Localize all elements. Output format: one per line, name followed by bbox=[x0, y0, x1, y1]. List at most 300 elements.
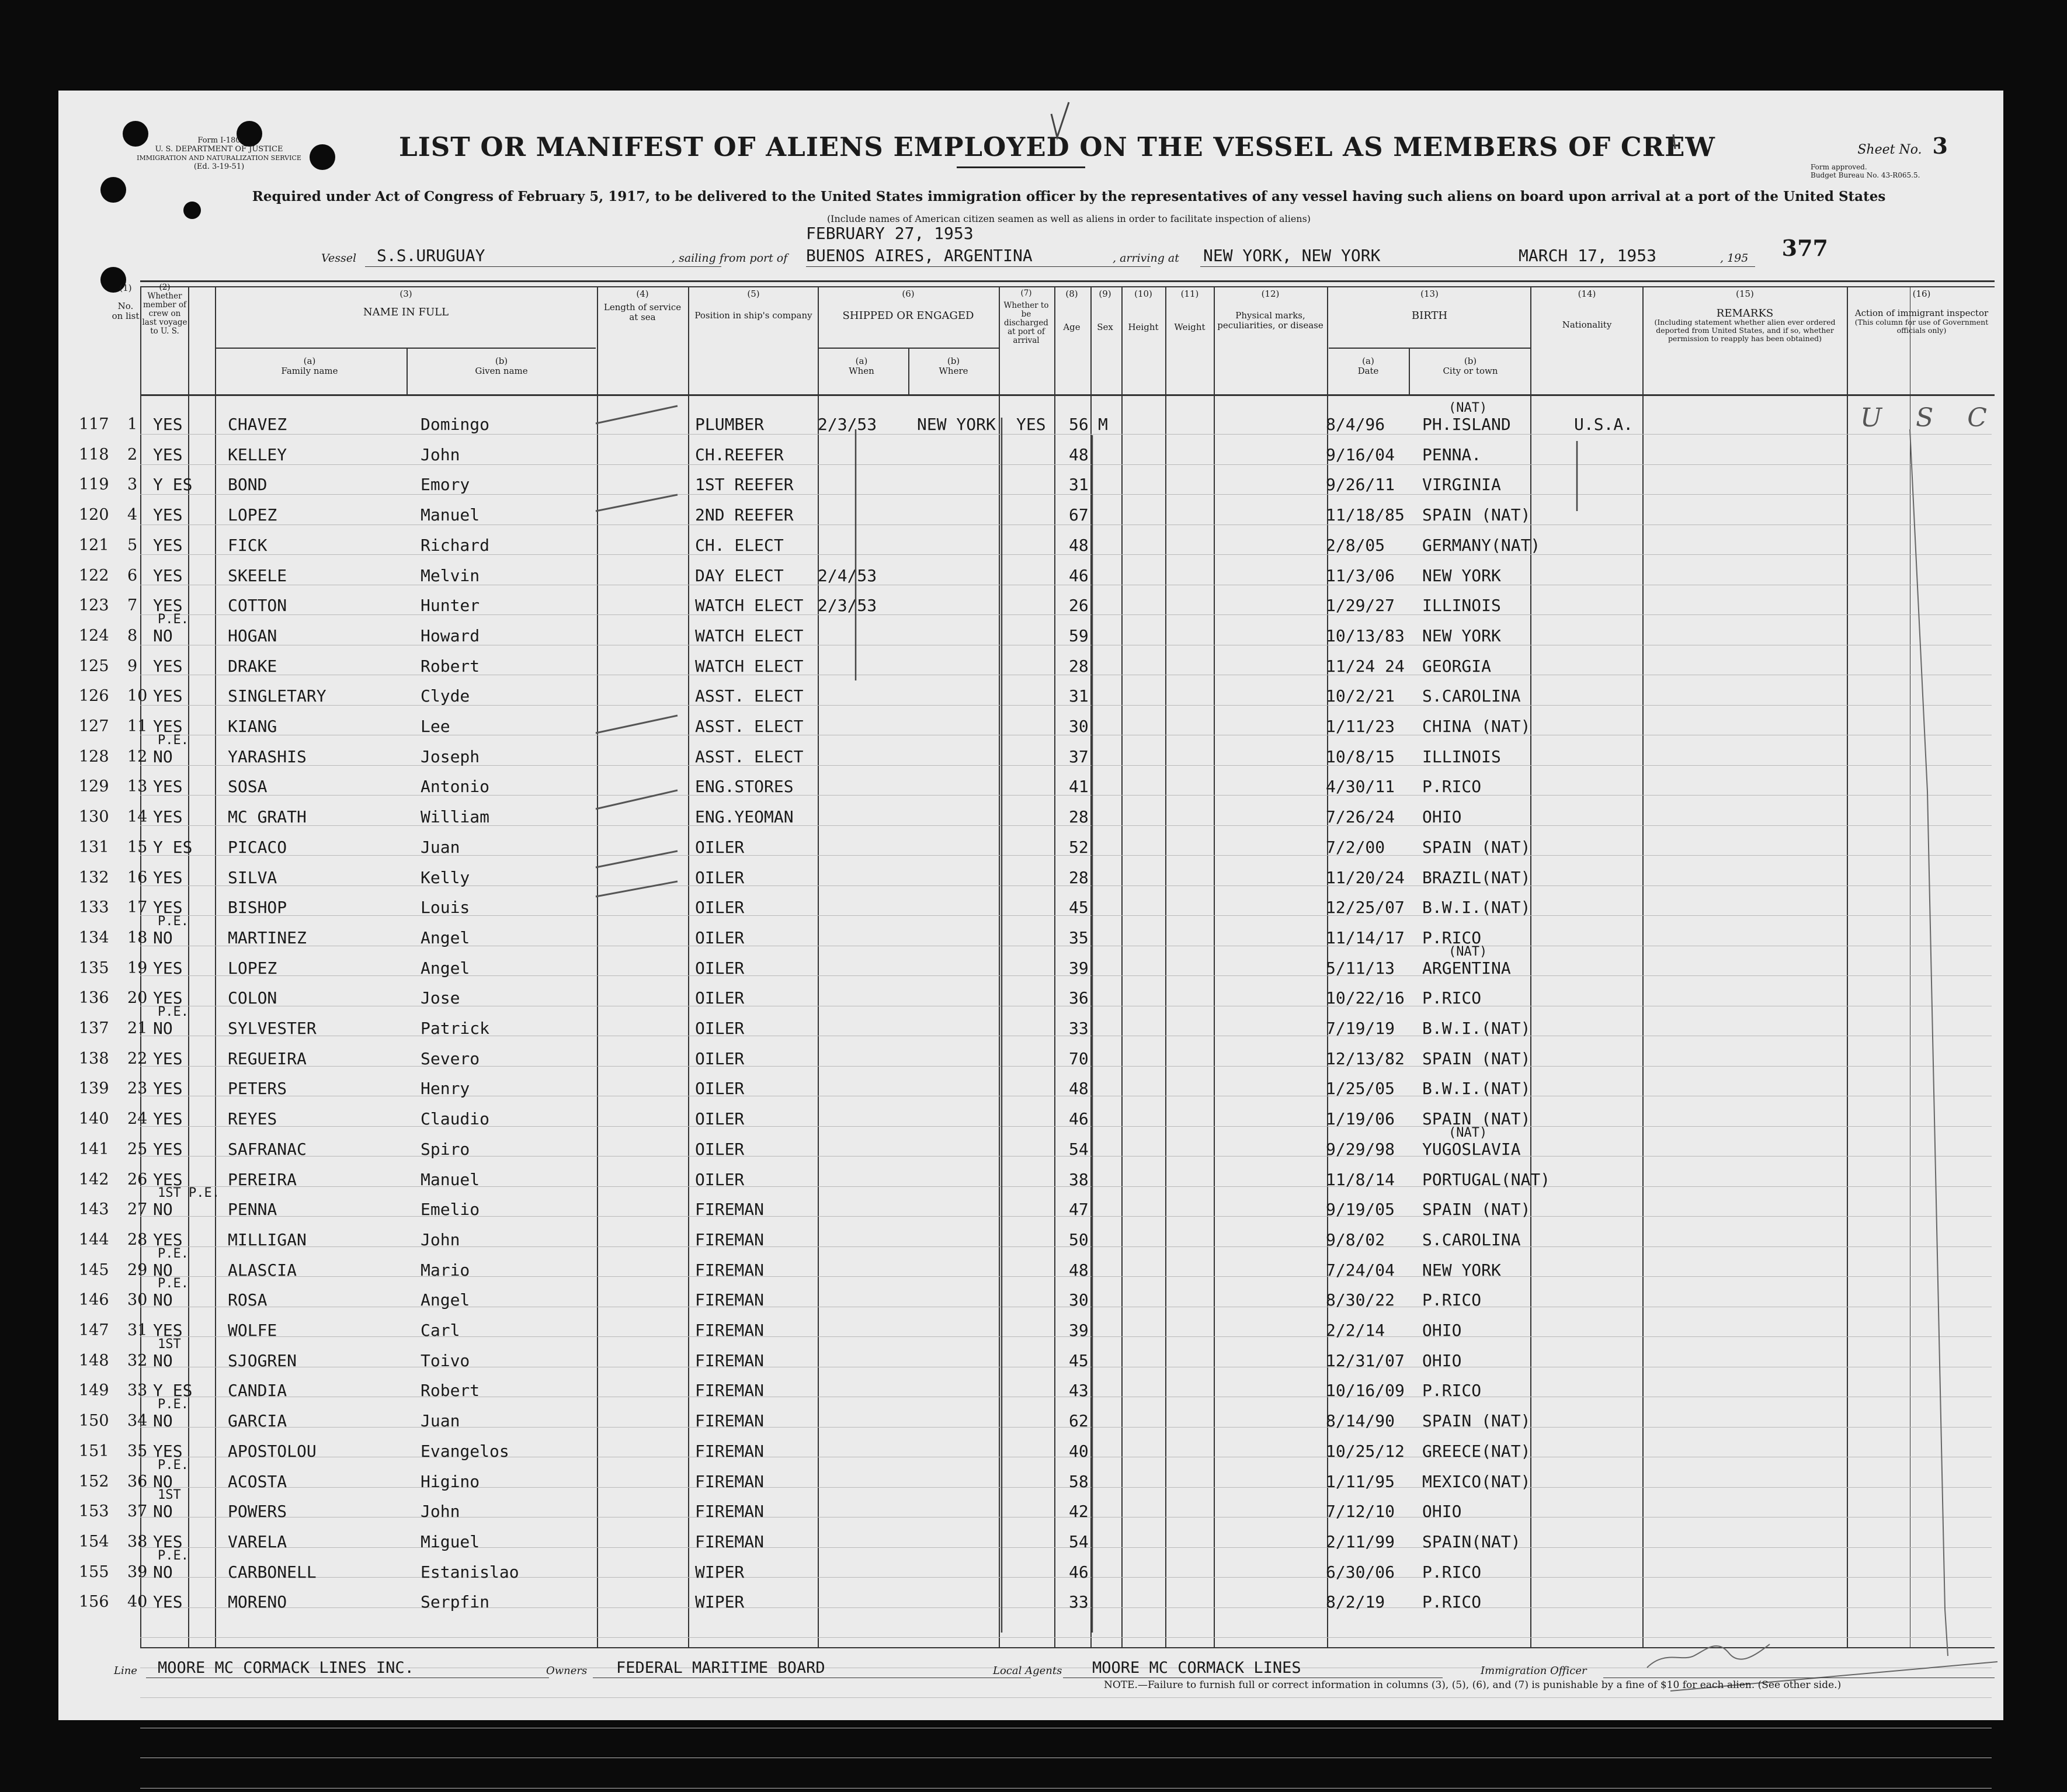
birth-date: 9/16/04 bbox=[1326, 444, 1395, 464]
list-number: 7 bbox=[127, 596, 138, 615]
manifest-sheet bbox=[58, 91, 2003, 1720]
col15-header: REMARKS bbox=[1716, 307, 1774, 319]
seq-number: 138 bbox=[79, 1049, 109, 1068]
family-name: GARCIA bbox=[228, 1411, 287, 1431]
table-row bbox=[58, 1457, 2003, 1496]
arriving-port: NEW YORK, NEW YORK bbox=[1203, 246, 1381, 265]
seq-number: 151 bbox=[79, 1442, 109, 1460]
age: 58 bbox=[1069, 1471, 1089, 1491]
col11-header: Weight bbox=[1174, 322, 1206, 332]
birth-date: 1/29/27 bbox=[1326, 596, 1395, 616]
col11-number: (11) bbox=[1180, 289, 1199, 299]
birth-city: S.CAROLINA bbox=[1422, 1230, 1521, 1249]
list-number: 28 bbox=[127, 1230, 148, 1249]
binder-hole bbox=[183, 202, 201, 219]
age: 48 bbox=[1069, 1079, 1089, 1099]
table-row bbox=[58, 470, 2003, 499]
line-value: MOORE MC CORMACK LINES INC. bbox=[158, 1659, 414, 1677]
position: FIREMAN bbox=[695, 1350, 765, 1370]
previous-voyage: YES bbox=[153, 1230, 183, 1249]
list-number: 31 bbox=[127, 1321, 148, 1339]
seq-number: 126 bbox=[79, 687, 109, 706]
seq-number: 144 bbox=[79, 1230, 109, 1249]
col13-number: (13) bbox=[1420, 289, 1439, 299]
col10-number: (10) bbox=[1134, 289, 1152, 299]
position: ENG.YEOMAN bbox=[695, 807, 794, 827]
act-statement: Required under Act of Congress of February 5, 1917, to be delivered to the United States immigration officer by the representatives of any vessel having such aliens on board upon arrival at a port of the United States bbox=[252, 189, 1886, 204]
position: OILER bbox=[695, 928, 745, 947]
birth-date: 8/4/96 bbox=[1326, 415, 1385, 434]
table-row bbox=[58, 1186, 2003, 1224]
binder-hole bbox=[310, 144, 335, 170]
list-number: 29 bbox=[127, 1260, 148, 1279]
age: 56 bbox=[1069, 415, 1089, 434]
given-name: Emory bbox=[421, 475, 470, 495]
table-row bbox=[58, 1336, 2003, 1376]
birth-city: PENNA. bbox=[1422, 444, 1482, 464]
position: FIREMAN bbox=[695, 1531, 765, 1551]
family-name: BOND bbox=[228, 475, 268, 495]
family-name: CARBONELL bbox=[228, 1562, 317, 1582]
given-name: Angel bbox=[421, 928, 470, 947]
given-name: Manuel bbox=[421, 1169, 480, 1189]
given-name: Kelly bbox=[421, 867, 470, 887]
birth-city: SPAIN (NAT) bbox=[1422, 1109, 1531, 1129]
age: 41 bbox=[1069, 777, 1089, 797]
given-name: Antonio bbox=[421, 777, 490, 797]
table-row bbox=[58, 1397, 2003, 1436]
age: 39 bbox=[1069, 958, 1089, 978]
list-number: 38 bbox=[127, 1532, 148, 1551]
table-row bbox=[58, 1246, 2003, 1285]
previous-voyage: YES bbox=[153, 1048, 183, 1068]
list-number: 4 bbox=[127, 506, 138, 525]
table-row bbox=[58, 401, 2003, 439]
birth-city-note: (NAT) bbox=[1448, 401, 1488, 415]
prior-engagement-note: P.E. bbox=[158, 1276, 189, 1291]
given-name: Claudio bbox=[421, 1109, 490, 1129]
birth-date: 10/8/15 bbox=[1326, 746, 1395, 766]
table-row bbox=[58, 712, 2003, 741]
list-number: 5 bbox=[127, 536, 138, 554]
birth-date: 8/2/19 bbox=[1326, 1592, 1385, 1612]
age: 43 bbox=[1069, 1381, 1089, 1401]
department: U. S. DEPARTMENT OF JUSTICE bbox=[155, 145, 283, 154]
seq-number: 141 bbox=[79, 1140, 109, 1158]
col3a-number: (a) bbox=[303, 356, 316, 366]
list-number: 36 bbox=[127, 1472, 148, 1491]
table-row bbox=[58, 914, 2003, 953]
col6a-number: (a) bbox=[855, 356, 868, 366]
previous-voyage: YES bbox=[153, 505, 183, 525]
table-row bbox=[58, 833, 2003, 862]
seq-number: 120 bbox=[79, 506, 109, 525]
seq-number: 124 bbox=[79, 626, 109, 645]
age: 48 bbox=[1069, 535, 1089, 555]
shipped-where: NEW YORK bbox=[917, 415, 996, 434]
owners-value: FEDERAL MARITIME BOARD bbox=[616, 1659, 825, 1677]
col6-number: (6) bbox=[902, 289, 915, 299]
family-name: REYES bbox=[228, 1109, 277, 1129]
approval-note bbox=[1811, 163, 1968, 179]
age: 28 bbox=[1069, 867, 1089, 887]
prior-engagement-note: P.E. bbox=[158, 914, 189, 929]
birth-date: 4/30/11 bbox=[1326, 777, 1395, 797]
include-note: (Include names of American citizen seamen as well as aliens in order to facilitate inspection of aliens) bbox=[826, 213, 1311, 224]
seq-number: 148 bbox=[79, 1351, 109, 1370]
age: 42 bbox=[1069, 1502, 1089, 1522]
penalty-note: NOTE.—Failure to furnish full or correct information in columns (3), (5), (6), and (7) is punishable by a fine of $10 for each alien. (See other side.) bbox=[1104, 1679, 1842, 1691]
age: 52 bbox=[1069, 837, 1089, 857]
position: PLUMBER bbox=[695, 415, 765, 434]
age: 33 bbox=[1069, 1592, 1089, 1612]
prior-engagement-note: 1ST bbox=[158, 1336, 181, 1352]
seq-number: 118 bbox=[79, 445, 109, 464]
birth-date: 1/11/23 bbox=[1326, 717, 1395, 736]
birth-date: 10/13/83 bbox=[1326, 626, 1405, 645]
col10-header: Height bbox=[1128, 322, 1159, 332]
age: 54 bbox=[1069, 1139, 1089, 1159]
list-number: 27 bbox=[127, 1200, 148, 1219]
previous-voyage: YES bbox=[153, 1079, 183, 1099]
previous-voyage: YES bbox=[153, 1109, 183, 1129]
arrival-date: MARCH 17, 1953 bbox=[1519, 246, 1657, 265]
age: 37 bbox=[1069, 746, 1089, 766]
position: OILER bbox=[695, 1139, 745, 1159]
age: 30 bbox=[1069, 1290, 1089, 1310]
age: 48 bbox=[1069, 444, 1089, 464]
prior-engagement-note: P.E. bbox=[158, 1548, 189, 1563]
table-row bbox=[58, 612, 2003, 651]
list-number: 3 bbox=[127, 475, 138, 494]
col13-header: BIRTH bbox=[1411, 310, 1448, 322]
birth-city: MEXICO(NAT) bbox=[1422, 1471, 1531, 1491]
birth-date: 1/19/06 bbox=[1326, 1109, 1395, 1129]
family-name: REGUEIRA bbox=[228, 1048, 307, 1068]
birth-city: VIRGINIA bbox=[1422, 475, 1501, 495]
age: 39 bbox=[1069, 1321, 1089, 1340]
family-name: ACOSTA bbox=[228, 1471, 287, 1491]
seq-number: 117 bbox=[79, 415, 109, 433]
birth-city: SPAIN (NAT) bbox=[1422, 505, 1531, 525]
grid-line bbox=[1329, 348, 1530, 349]
col4-number: (4) bbox=[636, 289, 649, 299]
list-number: 13 bbox=[127, 777, 148, 796]
birth-city: B.W.I.(NAT) bbox=[1422, 898, 1531, 918]
age: 48 bbox=[1069, 1260, 1089, 1280]
sheet-number bbox=[1857, 133, 1948, 159]
birth-date: 1/25/05 bbox=[1326, 1079, 1395, 1099]
table-row bbox=[58, 772, 2003, 801]
budget-text: Budget Bureau No. 43-R065.5. bbox=[1811, 171, 1920, 179]
shipped-when: 2/3/53 bbox=[818, 415, 877, 434]
family-name: MILLIGAN bbox=[228, 1230, 307, 1249]
given-name: Lee bbox=[421, 717, 450, 736]
age: 35 bbox=[1069, 928, 1089, 947]
form-id-block bbox=[128, 136, 310, 171]
previous-voyage: YES bbox=[153, 535, 183, 555]
family-name: ALASCIA bbox=[228, 1260, 297, 1280]
table-row bbox=[58, 1044, 2003, 1074]
position: WATCH ELECT bbox=[695, 626, 804, 645]
seq-number: 123 bbox=[79, 596, 109, 615]
col13b-header: City or town bbox=[1443, 366, 1498, 376]
position: ENG.STORES bbox=[695, 777, 794, 797]
position: OILER bbox=[695, 1019, 745, 1038]
year-suffix: , 195 bbox=[1720, 252, 1749, 265]
previous-voyage: YES bbox=[153, 1321, 183, 1340]
birth-city: GREECE(NAT) bbox=[1422, 1441, 1531, 1461]
list-number: 30 bbox=[127, 1291, 148, 1310]
agents-label: Local Agents bbox=[993, 1665, 1062, 1677]
birth-city: SPAIN (NAT) bbox=[1422, 1048, 1531, 1068]
approved-text: Form approved. bbox=[1811, 163, 1867, 171]
age: 38 bbox=[1069, 1169, 1089, 1189]
birth-date: 10/2/21 bbox=[1326, 686, 1395, 706]
birth-city: PORTUGAL(NAT) bbox=[1422, 1169, 1551, 1189]
given-name: Richard bbox=[421, 535, 490, 555]
table-row bbox=[58, 1437, 2003, 1466]
arriving-label: , arriving at bbox=[1113, 252, 1179, 265]
previous-voyage: Y ES bbox=[153, 837, 193, 857]
previous-voyage: YES bbox=[153, 867, 183, 887]
birth-city: P.RICO bbox=[1422, 1562, 1482, 1582]
previous-voyage: NO bbox=[153, 746, 173, 766]
family-name: APOSTOLOU bbox=[228, 1441, 317, 1461]
prior-engagement-note: P.E. bbox=[158, 1005, 189, 1019]
given-name: Mario bbox=[421, 1260, 470, 1280]
birth-date: 11/18/85 bbox=[1326, 505, 1405, 525]
family-name: YARASHIS bbox=[228, 746, 307, 766]
family-name: SYLVESTER bbox=[228, 1019, 317, 1038]
position: FIREMAN bbox=[695, 1290, 765, 1310]
seq-number: 149 bbox=[79, 1381, 109, 1400]
vessel-name: S.S.URUGUAY bbox=[377, 246, 485, 265]
birth-city: SPAIN (NAT) bbox=[1422, 1411, 1531, 1431]
given-name: Angel bbox=[421, 1290, 470, 1310]
usc-mark: U S C bbox=[1860, 403, 2000, 433]
birth-date: 8/30/22 bbox=[1326, 1290, 1395, 1310]
birth-date: 11/24 24 bbox=[1326, 656, 1405, 676]
position: 1ST REEFER bbox=[695, 475, 794, 495]
list-number: 16 bbox=[127, 868, 148, 887]
birth-date: 5/11/13 bbox=[1326, 958, 1395, 978]
seq-number: 132 bbox=[79, 868, 109, 887]
age: 26 bbox=[1069, 596, 1089, 616]
list-number: 24 bbox=[127, 1110, 148, 1128]
position: ASST. ELECT bbox=[695, 717, 804, 736]
previous-voyage: NO bbox=[153, 1350, 173, 1370]
sex: M bbox=[1098, 415, 1108, 434]
seq-number: 130 bbox=[79, 808, 109, 826]
col4-header: Length of service at sea bbox=[603, 302, 682, 322]
col16-header: Action of immigrant inspector bbox=[1854, 308, 1989, 318]
seq-number: 155 bbox=[79, 1562, 109, 1581]
birth-city: B.W.I.(NAT) bbox=[1422, 1019, 1531, 1038]
given-name: Toivo bbox=[421, 1350, 470, 1370]
birth-city-note: (NAT) bbox=[1448, 944, 1488, 959]
col15-number: (15) bbox=[1736, 289, 1754, 299]
col16-number: (16) bbox=[1912, 289, 1931, 299]
list-number: 20 bbox=[127, 989, 148, 1008]
sailing-date: FEBRUARY 27, 1953 bbox=[806, 224, 974, 243]
seq-number: 134 bbox=[79, 928, 109, 947]
given-name: Serpfin bbox=[421, 1592, 490, 1612]
position: FIREMAN bbox=[695, 1441, 765, 1461]
col3b-header: Given name bbox=[475, 366, 528, 376]
table-row bbox=[58, 1527, 2003, 1557]
shipped-when: 2/3/53 bbox=[818, 596, 877, 616]
table-row bbox=[58, 652, 2003, 681]
list-number: 26 bbox=[127, 1170, 148, 1189]
family-name: SOSA bbox=[228, 777, 268, 797]
age: 45 bbox=[1069, 1350, 1089, 1370]
family-name: PETERS bbox=[228, 1079, 287, 1099]
position: WATCH ELECT bbox=[695, 656, 804, 676]
col6-header: SHIPPED OR ENGAGED bbox=[842, 310, 974, 322]
table-row bbox=[58, 561, 2003, 591]
list-number: 10 bbox=[127, 687, 148, 706]
grid-line bbox=[140, 280, 1995, 282]
table-row bbox=[58, 531, 2003, 560]
birth-city: B.W.I.(NAT) bbox=[1422, 1079, 1531, 1099]
table-row bbox=[58, 1225, 2003, 1255]
birth-date: 7/24/04 bbox=[1326, 1260, 1395, 1280]
list-number: 22 bbox=[127, 1049, 148, 1068]
previous-voyage: NO bbox=[153, 928, 173, 947]
family-name: ROSA bbox=[228, 1290, 268, 1310]
grid-line bbox=[216, 348, 596, 349]
list-number: 39 bbox=[127, 1562, 148, 1581]
prior-engagement-note: P.E. bbox=[158, 1457, 189, 1473]
col2-header: Whether member of crew on last voyage to U. S. bbox=[142, 291, 187, 336]
binder-hole bbox=[100, 177, 126, 203]
family-name: BISHOP bbox=[228, 898, 287, 918]
prior-engagement-note: P.E. bbox=[158, 1397, 189, 1412]
seq-number: 139 bbox=[79, 1079, 109, 1098]
list-number: 32 bbox=[127, 1351, 148, 1370]
birth-city: P.RICO bbox=[1422, 1592, 1482, 1612]
birth-city: ARGENTINA bbox=[1422, 958, 1511, 978]
position: ASST. ELECT bbox=[695, 746, 804, 766]
age: 46 bbox=[1069, 1109, 1089, 1129]
shipped-when: 2/4/53 bbox=[818, 565, 877, 585]
family-name: SINGLETARY bbox=[228, 686, 326, 706]
birth-date: 10/16/09 bbox=[1326, 1381, 1405, 1401]
seq-number: 153 bbox=[79, 1502, 109, 1521]
given-name: Estanislao bbox=[421, 1562, 519, 1582]
seq-number: 154 bbox=[79, 1532, 109, 1551]
given-name: Angel bbox=[421, 958, 470, 978]
family-name: KIANG bbox=[228, 717, 277, 736]
position: CH. ELECT bbox=[695, 535, 784, 555]
birth-date: 7/12/10 bbox=[1326, 1502, 1395, 1522]
col12-number: (12) bbox=[1261, 289, 1280, 299]
birth-city: OHIO bbox=[1422, 807, 1462, 827]
prior-engagement-note: P.E. bbox=[158, 1246, 189, 1261]
previous-voyage: Y ES bbox=[153, 1381, 193, 1401]
birth-date: 7/2/00 bbox=[1326, 837, 1385, 857]
age: 31 bbox=[1069, 686, 1089, 706]
birth-date: 9/26/11 bbox=[1326, 475, 1395, 495]
col7-number: (7) bbox=[1020, 289, 1032, 298]
birth-date: 11/14/17 bbox=[1326, 928, 1405, 947]
table-row bbox=[58, 1074, 2003, 1103]
family-name: PEREIRA bbox=[228, 1169, 297, 1189]
owners-label: Owners bbox=[546, 1665, 588, 1677]
position: OILER bbox=[695, 898, 745, 918]
previous-voyage: NO bbox=[153, 1502, 173, 1522]
age: 50 bbox=[1069, 1230, 1089, 1249]
position: FIREMAN bbox=[695, 1411, 765, 1431]
position: OILER bbox=[695, 1169, 745, 1189]
seq-number: 150 bbox=[79, 1412, 109, 1430]
previous-voyage: YES bbox=[153, 1531, 183, 1551]
position: FIREMAN bbox=[695, 1321, 765, 1340]
given-name: Spiro bbox=[421, 1139, 470, 1159]
list-number: 1 bbox=[127, 415, 138, 433]
age: 54 bbox=[1069, 1531, 1089, 1551]
seq-number: 146 bbox=[79, 1291, 109, 1310]
given-name: Louis bbox=[421, 898, 470, 918]
position: OILER bbox=[695, 1048, 745, 1068]
position: DAY ELECT bbox=[695, 565, 784, 585]
col3-number: (3) bbox=[399, 289, 412, 299]
birth-city: P.RICO bbox=[1422, 988, 1482, 1008]
birth-date: 1/11/95 bbox=[1326, 1471, 1395, 1491]
seq-number: 140 bbox=[79, 1110, 109, 1128]
col7-header: Whether to be discharged at port of arrival bbox=[1003, 301, 1049, 345]
table-row bbox=[58, 1105, 2003, 1134]
table-row bbox=[58, 1165, 2003, 1194]
position: OILER bbox=[695, 837, 745, 857]
given-name: Domingo bbox=[421, 415, 490, 434]
vessel-label: Vessel bbox=[321, 252, 357, 265]
position: FIREMAN bbox=[695, 1502, 765, 1522]
age: 33 bbox=[1069, 1019, 1089, 1038]
birth-city: CHINA (NAT) bbox=[1422, 717, 1531, 736]
birth-city: SPAIN (NAT) bbox=[1422, 837, 1531, 857]
position: OILER bbox=[695, 867, 745, 887]
seq-number: 135 bbox=[79, 958, 109, 977]
table-row bbox=[58, 944, 2003, 983]
family-name: CANDIA bbox=[228, 1381, 287, 1401]
position: OILER bbox=[695, 1079, 745, 1099]
birth-city: GERMANY(NAT) bbox=[1422, 535, 1541, 555]
previous-voyage: NO bbox=[153, 1471, 173, 1491]
birth-date: 12/31/07 bbox=[1326, 1350, 1405, 1370]
previous-voyage: NO bbox=[153, 1200, 173, 1220]
birth-date: 12/13/82 bbox=[1326, 1048, 1405, 1068]
family-name: WOLFE bbox=[228, 1321, 277, 1340]
age: 70 bbox=[1069, 1048, 1089, 1068]
birth-city: ILLINOIS bbox=[1422, 596, 1501, 616]
col1-number: (1) bbox=[119, 283, 132, 293]
prior-engagement-note: P.E. bbox=[158, 612, 189, 627]
given-name: Robert bbox=[421, 656, 480, 676]
col3a-header: Family name bbox=[281, 366, 338, 376]
previous-voyage: Y ES bbox=[153, 475, 193, 495]
list-number: 8 bbox=[127, 626, 138, 645]
previous-voyage: NO bbox=[153, 1562, 173, 1582]
given-name: Clyde bbox=[421, 686, 470, 706]
birth-city: P.RICO bbox=[1422, 928, 1482, 947]
grid-line bbox=[140, 286, 1995, 287]
seq-number: 133 bbox=[79, 898, 109, 917]
col1-header: No. on list bbox=[112, 301, 140, 321]
given-name: Jose bbox=[421, 988, 460, 1008]
col13b-number: (b) bbox=[1464, 356, 1477, 366]
